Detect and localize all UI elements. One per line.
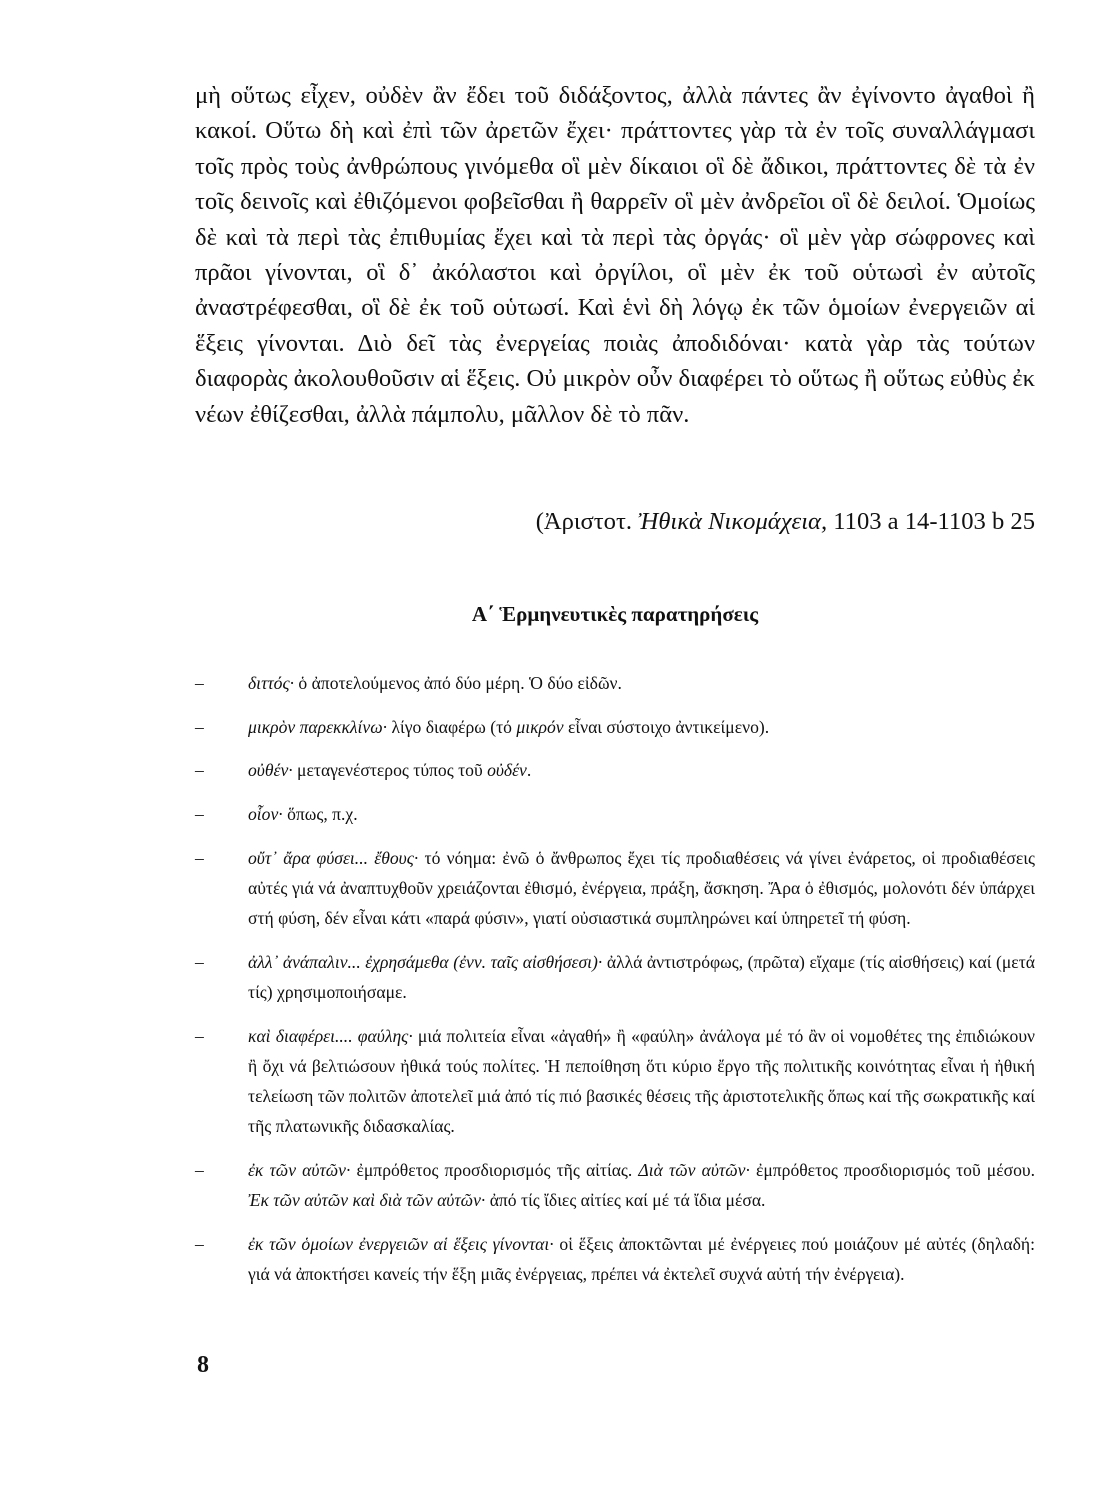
note-term: διττός· [248,673,294,693]
citation-open: (Ἀριστοτ. [535,508,639,535]
note-text: ἀλλά ἀντιστρόφως, (πρῶτα) εἴχαμε (τίς αἰσθήσεις) καί (μετά τίς) χρησιμοποιήσαμε. [248,951,1035,1003]
note-text: ὅπως, π.χ. [282,804,358,825]
note-emphasis: οὐδέν [487,760,527,781]
note-text: ὁ ἀποτελούμενος ἀπό δύο μέρη. Ὁ δύο εἰδῶν. [294,673,622,693]
note-dash: – [195,673,204,693]
notes-list [195,668,1035,1303]
note-text: ἐμπρόθετος προσδιορισμός τοῦ μέσου. [749,1160,1035,1181]
citation-ref: 1103 a 14-1103 b 25 [827,508,1035,535]
greek-passage: μὴ οὕτως εἶχεν, οὐδὲν ἂν ἔδει τοῦ διδάξοντος, ἀλλὰ πάντες ἂν ἐγίνοντο ἀγαθοὶ ἢ κακοί. Οὕτω δὴ καὶ ἐπὶ τῶν ἀρετῶν ἔχει· πράττοντες γὰρ τὰ ἐν τοῖς συναλλάγμασι τοῖς πρὸς τοὺς ἀνθρώπους γινόμεθα οἳ μὲν δίκαιοι οἳ δὲ ἄδικοι, πράττοντες δὲ τὰ ἐν τοῖς δεινοῖς καὶ ἐθιζόμενοι φοβεῖσθαι ἢ θαρρεῖν οἳ μὲν ἀνδρεῖοι οἳ δὲ δειλοί. Ὁμοίως δὲ καὶ τὰ περὶ τὰς ἐπιθυμίας ἔχει καὶ τὰ περὶ τὰς ὀργάς· οἳ μὲν γὰρ σώφρονες καὶ πρᾶοι γίνονται, οἳ δ᾽ ἀκόλαστοι καὶ ὀργίλοι, οἳ μὲν ἐκ τοῦ οὑτωσὶ ἐν αὐτοῖς ἀναστρέφεσθαι, οἳ δὲ ἐκ τοῦ οὑτωσί. Καὶ ἑνὶ δὴ λόγῳ ἐκ τῶν ὁμοίων ἐνεργειῶν αἱ ἕξεις γίνονται. Διὸ δεῖ τὰς ἐνεργείας ποιὰς ἀποδιδόναι· κατὰ γὰρ τὰς τούτων διαφορὰς ἀκολουθοῦσιν αἱ ἕξεις. Οὐ μικρὸν οὖν διαφέρει τὸ οὕτως ἢ οὕτως εὐθὺς ἐκ νέων ἐθίζεσθαι, ἀλλὰ πάμπολυ, μᾶλλον δὲ τὸ πᾶν. [195,82,1035,428]
note-dash: – [195,1025,204,1046]
note-text: μιά πολιτεία εἶναι «ἀγαθή» ἢ «φαύλη» ἀνάλογα μέ τό ἂν οἱ νομοθέτες της ἐπιδιώκουν ἢ ὄχι νά βελτιώσουν ἠθικά τούς πολίτες. Ἡ πεποίθηση ὅτι κύριο ἔργο τῆς πολιτικῆς κοινότητας εἶναι ἡ ἠθική τελείωση τῶν πολιτῶν ἀποτελεῖ μιά ἀπό τίς πιό βασικές θέσεις τῆς ἀριστοτελικῆς ὅπως καί τῆς σωκρατικῆς καί τῆς πλατωνικῆς διδασκαλίας. [248,1025,1035,1137]
note-emphasis: Ἐκ τῶν αὐτῶν καὶ διὰ τῶν αὐτῶν· [248,1190,486,1211]
note-item [195,799,1035,829]
citation [195,504,1035,539]
note-item [195,947,1035,1007]
note-item [195,712,1035,742]
page-number: 8 [197,1352,209,1378]
note-text: μεταγενέστερος τύπος τοῦ [292,760,488,781]
note-item [195,1229,1035,1289]
note-term: οἷον· [248,804,283,825]
note-text: οἱ ἕξεις ἀποκτῶνται μέ ἐνέργειες πού μοιάζουν μέ αὐτές (δηλαδή: γιά νά ἀποκτήσει κανείς τήν ἕξη μιᾶς ἐνέργειας, πρέπει νά ἐκτελεῖ συχνά αὐτή τήν ἐνέργεια). [248,1234,1035,1285]
note-term: οὐθέν· [248,760,293,781]
note-item [195,1155,1035,1215]
note-item [195,755,1035,785]
note-item [195,843,1035,934]
note-text: . [526,760,532,781]
note-term: μικρὸν παρεκκλίνω· [248,716,388,737]
note-term: οὔτ᾽ ἄρα φύσει... ἔθους· [248,847,419,868]
note-term: ἐκ τῶν αὐτῶν· [248,1160,351,1181]
note-dash: – [195,804,204,825]
note-dash: – [195,1234,204,1255]
note-dash: – [195,716,204,737]
note-emphasis: μικρόν [516,716,564,737]
section-heading: Α΄ Ἑρμηνευτικὲς παρατηρήσεις [471,602,759,626]
note-term: ἐκ τῶν ὁμοίων ἐνεργειῶν αἱ ἕξεις γίνονται· [248,1234,554,1255]
note-text: τό νόημα: ἐνῶ ὁ ἄνθρωπος ἔχει τίς προδιαθέσεις νά γίνει ἐνάρετος, οἱ προδιαθέσεις αὐτές γιά νά ἀναπτυχθοῦν χρειάζονται ἐθισμό, ἐνέργεια, πράξη, ἄσκηση. Ἄρα ὁ ἐθισμός, μολονότι δέν ὑπάρχει στή φύση, δέν εἶναι κάτι «παρά φύσιν», γιατί οὐσιαστικά συμπληρώνει καί ὑπηρετεῖ τή φύση. [248,847,1035,929]
note-item [195,1021,1035,1142]
note-term: καὶ διαφέρει.... φαύλης· [248,1025,413,1046]
note-text: λίγο διαφέρω (τό [387,716,517,737]
citation-work: Ἠθικὰ Νικομάχεια, [638,508,828,535]
note-text: ἀπό τίς ἴδιες αἰτίες καί μέ τά ἴδια μέσα. [485,1190,766,1211]
note-text: ἐμπρόθετος προσδιορισμός τῆς αἰτίας. [350,1160,639,1181]
note-dash: – [195,1160,204,1181]
note-dash: – [195,760,204,781]
note-emphasis: Διὰ τῶν αὐτῶν· [638,1160,750,1181]
note-term: ἀλλ᾽ ἀνάπαλιν... ἐχρησάμεθα (ἐνν. ταῖς αἰσθήσεσι)· [248,951,603,972]
note-dash: – [195,847,204,868]
note-dash: – [195,951,204,972]
note-text: εἶναι σύστοιχο ἀντικείμενο). [563,716,770,737]
note-item [195,668,1035,698]
